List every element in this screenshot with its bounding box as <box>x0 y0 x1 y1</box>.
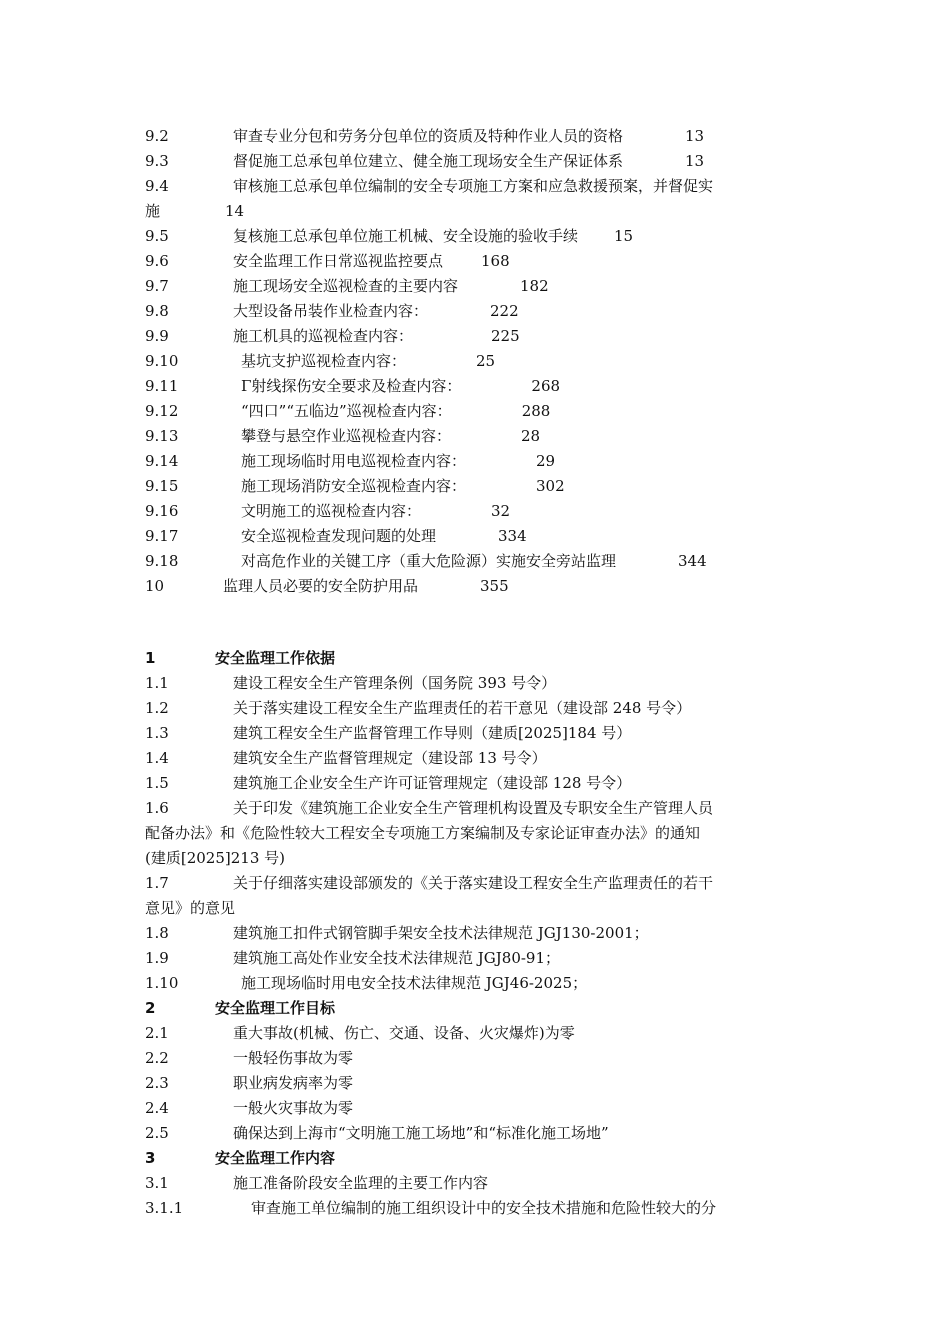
item-number: 1.3 <box>145 724 169 742</box>
toc-text: Γ射线探伤安全要求及检查内容： <box>241 377 462 395</box>
toc-entry[interactable] <box>145 499 805 524</box>
toc-number: 9.18 <box>145 552 179 570</box>
item-number: 1.7 <box>145 874 169 892</box>
item-text: 建筑安全生产监督管理规定（建设部 13 号令） <box>233 749 547 767</box>
item-number: 2.4 <box>145 1099 169 1117</box>
list-item <box>145 1021 805 1046</box>
toc-text: 施工机具的巡视检查内容： <box>233 327 414 345</box>
toc-entry[interactable] <box>145 574 805 599</box>
toc-number: 9.16 <box>145 502 179 520</box>
list-item <box>145 871 805 896</box>
toc-entry[interactable] <box>145 549 805 574</box>
toc-number: 9.13 <box>145 427 179 445</box>
list-item <box>145 796 805 821</box>
item-text: 建筑工程安全生产监督管理工作导则（建质[2025]184 号） <box>233 724 632 742</box>
item-text: 施工准备阶段安全监理的主要工作内容 <box>233 1174 489 1192</box>
toc-text: 基坑支护巡视检查内容： <box>241 352 407 370</box>
toc-entry[interactable] <box>145 524 805 549</box>
section-number: 3 <box>145 1149 156 1167</box>
toc-number: 9.11 <box>145 377 179 395</box>
toc-entry[interactable] <box>145 274 805 299</box>
toc-text: 攀登与悬空作业巡视检查内容： <box>241 427 452 445</box>
toc-text: 审核施工总承包单位编制的安全专项施工方案和应急救援预案，并督促实 <box>233 177 714 195</box>
list-item <box>145 746 805 771</box>
list-item <box>145 1171 805 1196</box>
item-number: 1.4 <box>145 749 169 767</box>
toc-page: 168 <box>481 252 510 270</box>
toc-number: 9.14 <box>145 452 179 470</box>
item-text: 审查施工单位编制的施工组织设计中的安全技术措施和危险性较大的分 <box>251 1199 717 1217</box>
toc-text: 施工现场安全巡视检查的主要内容 <box>233 277 459 295</box>
toc-text: 监理人员必要的安全防护用品 <box>223 577 419 595</box>
item-text-continuation: (建质[2025]213 号) <box>145 849 285 867</box>
toc-entry[interactable] <box>145 249 805 274</box>
item-text: 关于落实建设工程安全生产监理责任的若干意见（建设部 248 号令） <box>233 699 692 717</box>
toc-entry[interactable] <box>145 374 805 399</box>
toc-text: 大型设备吊装作业检查内容： <box>233 302 429 320</box>
toc-number: 9.5 <box>145 227 169 245</box>
item-number: 2.2 <box>145 1049 169 1067</box>
item-number: 1.10 <box>145 974 179 992</box>
toc-entry[interactable] <box>145 349 805 374</box>
toc-page: 344 <box>678 552 707 570</box>
toc-page: 14 <box>225 202 245 220</box>
toc-page: 29 <box>536 452 556 470</box>
toc-entry[interactable] <box>145 449 805 474</box>
list-item <box>145 1071 805 1096</box>
toc-text: 督促施工总承包单位建立、健全施工现场安全生产保证体系 <box>233 152 624 170</box>
item-text: 建筑施工高处作业安全技术法律规范 JGJ80-91； <box>233 949 561 967</box>
toc-number: 9.7 <box>145 277 169 295</box>
toc-entry[interactable] <box>145 424 805 449</box>
list-item <box>145 696 805 721</box>
section-heading <box>145 1146 805 1171</box>
item-number: 2.5 <box>145 1124 169 1142</box>
item-text: 确保达到上海市“文明施工施工场地”和“标准化施工场地” <box>233 1124 609 1142</box>
toc-text: 安全监理工作日常巡视监控要点 <box>233 252 444 270</box>
toc-page: 15 <box>614 227 634 245</box>
section-number: 2 <box>145 999 156 1017</box>
toc-text: 审查专业分包和劳务分包单位的资质及特种作业人员的资格 <box>233 127 624 145</box>
toc-number: 9.17 <box>145 527 179 545</box>
toc-page: 334 <box>498 527 527 545</box>
item-text: 建筑施工扣件式钢管脚手架安全技术法律规范 JGJ130-2001； <box>233 924 649 942</box>
toc-entry[interactable] <box>145 324 805 349</box>
toc-number: 10 <box>145 577 165 595</box>
toc-text: 对高危作业的关键工序（重大危险源）实施安全旁站监理 <box>241 552 617 570</box>
item-text-continuation: 意见》的意见 <box>145 899 236 917</box>
section-title: 安全监理工作目标 <box>215 999 336 1017</box>
item-text: 关于印发《建筑施工企业安全生产管理机构设置及专职安全生产管理人员 <box>233 799 714 817</box>
toc-number: 9.3 <box>145 152 169 170</box>
list-item <box>145 721 805 746</box>
toc-number: 9.9 <box>145 327 169 345</box>
item-text: 一般轻伤事故为零 <box>233 1049 354 1067</box>
item-text: 施工现场临时用电安全技术法律规范 JGJ46-2025； <box>241 974 588 992</box>
list-item <box>145 771 805 796</box>
toc-page: 268 <box>531 377 561 395</box>
toc-page: 182 <box>520 277 549 295</box>
list-item <box>145 921 805 946</box>
toc-entry-continuation[interactable] <box>145 199 805 224</box>
section-number: 1 <box>145 649 156 667</box>
item-number: 1.5 <box>145 774 169 792</box>
item-number: 1.1 <box>145 674 169 692</box>
toc-entry[interactable] <box>145 474 805 499</box>
toc-entry[interactable] <box>145 224 805 249</box>
toc-page: 302 <box>536 477 565 495</box>
toc-entry[interactable] <box>145 124 805 149</box>
list-item <box>145 1046 805 1071</box>
item-number: 2.3 <box>145 1074 169 1092</box>
item-number: 1.9 <box>145 949 169 967</box>
item-number: 1.2 <box>145 699 169 717</box>
toc-text: 复核施工总承包单位施工机械、安全设施的验收手续 <box>233 227 579 245</box>
toc-text: 文明施工的巡视检查内容： <box>241 502 422 520</box>
item-text: 建筑施工企业安全生产许可证管理规定（建设部 128 号令） <box>233 774 632 792</box>
toc-page: 25 <box>476 352 496 370</box>
item-text: 重大事故(机械、伤亡、交通、设备、火灾爆炸)为零 <box>233 1024 575 1042</box>
toc-page: 355 <box>480 577 509 595</box>
section-title: 安全监理工作依据 <box>215 649 336 667</box>
list-item <box>145 671 805 696</box>
toc-page: 32 <box>491 502 511 520</box>
toc-text: 施工现场临时用电巡视检查内容： <box>241 452 467 470</box>
toc-number: 9.15 <box>145 477 179 495</box>
toc-number: 9.10 <box>145 352 179 370</box>
list-item <box>145 946 805 971</box>
item-number: 2.1 <box>145 1024 169 1042</box>
item-text-continuation: 配备办法》和《危险性较大工程安全专项施工方案编制及专家论证审查办法》的通知 <box>145 824 701 842</box>
list-item <box>145 971 805 996</box>
list-item <box>145 1121 805 1146</box>
toc-page: 225 <box>491 327 520 345</box>
item-number: 1.8 <box>145 924 169 942</box>
toc-text: “四口”“五临边”巡视检查内容： <box>241 402 452 420</box>
toc-number: 9.6 <box>145 252 169 270</box>
item-text: 职业病发病率为零 <box>233 1074 354 1092</box>
item-number: 1.6 <box>145 799 169 817</box>
toc-entry[interactable] <box>145 149 805 174</box>
toc-number: 9.4 <box>145 177 169 195</box>
section-heading <box>145 996 805 1021</box>
toc-text: 施工现场消防安全巡视检查内容： <box>241 477 467 495</box>
item-number: 3.1.1 <box>145 1199 184 1217</box>
item-text: 关于仔细落实建设部颁发的《关于落实建设工程安全生产监理责任的若干 <box>233 874 714 892</box>
toc-page: 288 <box>521 402 551 420</box>
item-number: 3.1 <box>145 1174 169 1192</box>
section-heading <box>145 646 805 671</box>
section-title: 安全监理工作内容 <box>215 1149 336 1167</box>
toc-entry[interactable] <box>145 399 805 424</box>
list-item <box>145 1096 805 1121</box>
toc-page: 13 <box>685 127 705 145</box>
list-item <box>145 1196 805 1221</box>
toc-number: 9.8 <box>145 302 169 320</box>
toc-text: 安全巡视检查发现问题的处理 <box>241 527 437 545</box>
item-text: 一般火灾事故为零 <box>233 1099 354 1117</box>
toc-page: 28 <box>521 427 541 445</box>
toc-number: 9.12 <box>145 402 179 420</box>
toc-entry[interactable] <box>145 174 805 199</box>
toc-text-cont: 施 <box>145 202 161 220</box>
toc-page: 222 <box>490 302 519 320</box>
toc-page: 13 <box>685 152 705 170</box>
toc-entry[interactable] <box>145 299 805 324</box>
toc-number: 9.2 <box>145 127 169 145</box>
item-text: 建设工程安全生产管理条例（国务院 393 号令） <box>233 674 557 692</box>
